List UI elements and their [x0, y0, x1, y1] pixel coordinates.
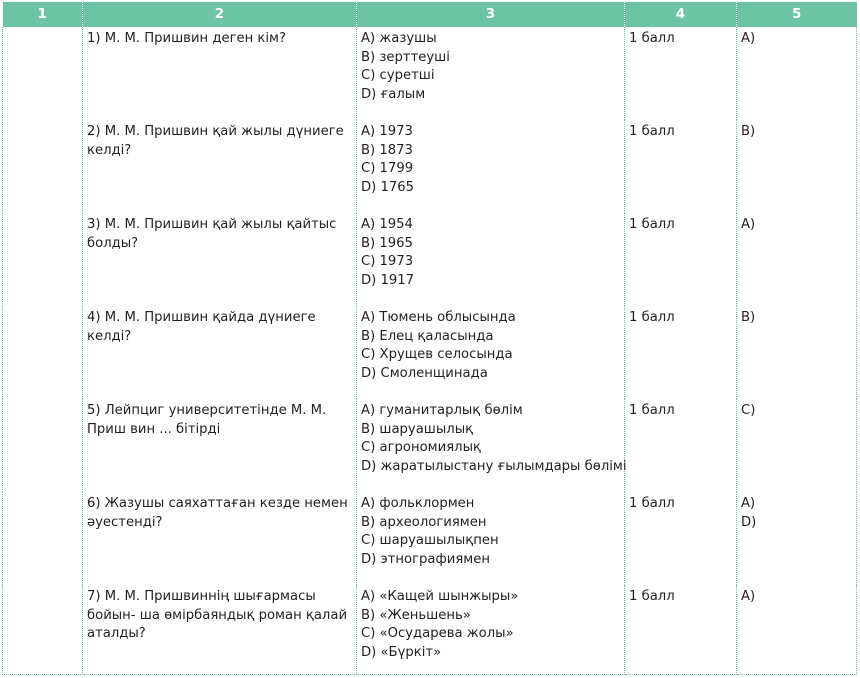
- answer-option: А) фольклормен: [361, 496, 475, 511]
- correct-answer: С): [741, 403, 756, 418]
- options-cell: [357, 585, 625, 674]
- test-table: [2, 2, 857, 675]
- column-header-2: 2: [83, 2, 357, 27]
- question-cell: 2) М. М. Пришвин қай жылы дүниеге келді?: [83, 120, 357, 213]
- table-row: [3, 492, 857, 585]
- table-row: [3, 585, 857, 674]
- answer-option: В) шаруашылық: [361, 421, 474, 437]
- answer-option: D) этнографиямен: [361, 551, 490, 567]
- number-cell: [3, 399, 83, 492]
- correct-answer-cell: [737, 306, 857, 399]
- options-cell: [357, 120, 625, 213]
- answer-option: А) гуманитарлық бөлім: [361, 403, 523, 418]
- score-cell: 1 балл: [625, 306, 737, 399]
- score-cell: 1 балл: [625, 213, 737, 306]
- question-cell: 4) М. М. Пришвин қайда дүниеге келді?: [83, 306, 357, 399]
- table-row: [3, 213, 857, 306]
- answer-option: С) агрономиялық: [361, 440, 481, 456]
- score-cell: 1 балл: [625, 27, 737, 120]
- table-row: [3, 27, 857, 120]
- answer-option: В) «Женьшень»: [361, 607, 471, 623]
- answer-option: В) 1873: [361, 142, 413, 158]
- question-cell: 1) М. М. Пришвин деген кім?: [83, 27, 357, 120]
- correct-answer-cell: [737, 492, 857, 585]
- correct-answer-cell: [737, 399, 857, 492]
- answer-option: А) 1973: [361, 124, 413, 139]
- correct-answer: D): [741, 514, 757, 530]
- question-cell: 6) Жазушы саяхаттаған кезде немен әуестенді?: [83, 492, 357, 585]
- correct-answer: В): [741, 124, 756, 139]
- answer-option: А) жазушы: [361, 31, 437, 46]
- correct-answer: А): [741, 496, 756, 511]
- correct-answer: А): [741, 589, 756, 604]
- correct-answer-cell: [737, 120, 857, 213]
- table-row: [3, 120, 857, 213]
- column-header-4: 4: [625, 2, 737, 27]
- number-cell: [3, 492, 83, 585]
- answer-option: D) «Бүркіт»: [361, 644, 442, 660]
- answer-option: С) «Осударева жолы»: [361, 626, 514, 642]
- answer-option: D) Смоленщинада: [361, 365, 488, 381]
- column-header-3: 3: [357, 2, 625, 27]
- answer-option: С) суретші: [361, 68, 435, 84]
- score-cell: 1 балл: [625, 399, 737, 492]
- question-cell: 3) М. М. Пришвин қай жылы қайтыс болды?: [83, 213, 357, 306]
- answer-option: D) 1765: [361, 179, 415, 195]
- answer-option: В) 1965: [361, 235, 413, 251]
- answer-option: D) жаратылыстану ғылымдары бөлімі: [361, 458, 627, 474]
- header-row: [3, 2, 857, 27]
- correct-answer-cell: [737, 213, 857, 306]
- score-cell: 1 балл: [625, 120, 737, 213]
- correct-answer-cell: [737, 585, 857, 674]
- options-cell: [357, 213, 625, 306]
- answer-option: А) Тюмень облысында: [361, 310, 516, 325]
- options-cell: [357, 306, 625, 399]
- answer-option: А) «Кащей шынжыры»: [361, 589, 519, 604]
- correct-answer-cell: [737, 27, 857, 120]
- correct-answer: А): [741, 217, 756, 232]
- answer-option: D) 1917: [361, 272, 415, 288]
- answer-option: В) Елец қаласында: [361, 328, 494, 344]
- table-row: [3, 306, 857, 399]
- column-header-5: 5: [737, 2, 857, 27]
- answer-option: В) археологиямен: [361, 514, 487, 530]
- number-cell: [3, 120, 83, 213]
- table-row: [3, 399, 857, 492]
- correct-answer: В): [741, 310, 756, 325]
- options-cell: [357, 27, 625, 120]
- answer-option: В) зерттеуші: [361, 49, 450, 65]
- answer-option: С) шаруашылықпен: [361, 533, 499, 549]
- number-cell: [3, 306, 83, 399]
- score-cell: 1 балл: [625, 492, 737, 585]
- options-cell: [357, 399, 625, 492]
- number-cell: [3, 27, 83, 120]
- answer-option: А) 1954: [361, 217, 413, 232]
- answer-option: С) 1973: [361, 254, 414, 270]
- correct-answer: А): [741, 31, 756, 46]
- answer-option: D) ғалым: [361, 86, 426, 102]
- answer-option: С) 1799: [361, 161, 414, 177]
- column-header-1: 1: [3, 2, 83, 27]
- answer-option: С) Хрущев селосында: [361, 347, 513, 363]
- number-cell: [3, 213, 83, 306]
- number-cell: [3, 585, 83, 674]
- question-cell: 7) М. М. Пришвиннің шығармасы бойын- ша өмірбаяндық роман қалай аталды?: [83, 585, 357, 674]
- score-cell: 1 балл: [625, 585, 737, 674]
- options-cell: [357, 492, 625, 585]
- question-cell: 5) Лейпциг университетінде М. М. Приш вин ... бітірді: [83, 399, 357, 492]
